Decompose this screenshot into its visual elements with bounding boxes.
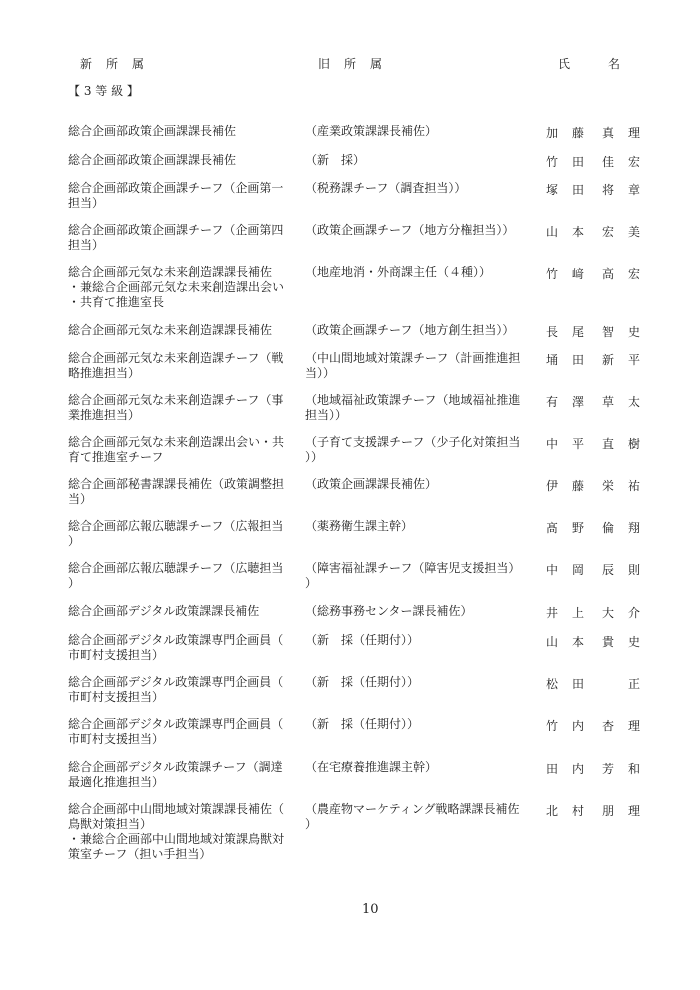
old-affiliation: （政策企画課チーフ（地方創生担当）） <box>305 323 515 337</box>
surname: 山本 <box>546 635 599 649</box>
old-affiliation: （新 採） <box>305 153 366 167</box>
given-name: 真理 <box>601 126 654 140</box>
new-affiliation: 総合企画部元気な未来創造課チーフ（戦 略推進担当） <box>68 351 284 380</box>
new-affiliation: 総合企画部デジタル政策課専門企画員（ 市町村支援担当） <box>68 675 284 704</box>
old-affiliation: （中山間地域対策課チーフ（計画推進担 当）） <box>305 351 521 380</box>
surname: 伊藤 <box>546 479 599 493</box>
surname: 髙野 <box>546 521 599 535</box>
old-affiliation: （新 採（任期付）） <box>305 717 420 731</box>
new-affiliation: 総合企画部秘書課課長補佐（政策調整担 当） <box>68 477 285 506</box>
new-affiliation: 総合企画部政策企画課課長補佐 <box>68 153 237 167</box>
old-affiliation: （税務課チーフ（調査担当）） <box>305 181 467 195</box>
old-affiliation: （子育て支援課チーフ（少子化対策担当 ）） <box>305 435 521 464</box>
given-name: 正 <box>627 677 654 691</box>
grade-label: 【 3 等 級 】 <box>68 84 139 98</box>
page-number: 10 <box>362 902 379 917</box>
surname: 塚田 <box>546 183 599 197</box>
old-affiliation: （産業政策課課長補佐） <box>305 124 438 138</box>
surname: 北村 <box>546 804 599 818</box>
given-name: 辰則 <box>601 563 654 577</box>
given-name: 智史 <box>601 325 654 339</box>
old-affiliation: （薬務衛生課主幹） <box>305 519 414 533</box>
new-affiliation: 総合企画部元気な未来創造課出会い・共 育て推進室チーフ <box>68 435 285 464</box>
old-affiliation: （地産地消・外商課主任（４種）） <box>305 265 492 279</box>
old-affiliation: （障害福祉課チーフ（障害児支援担当） ） <box>305 561 521 590</box>
old-affiliation: （在宅療養推進課主幹） <box>305 760 438 774</box>
new-affiliation: 総合企画部元気な未来創造課チーフ（事 業推進担当） <box>68 393 284 422</box>
given-name: 朋理 <box>601 804 654 818</box>
surname: 有澤 <box>546 395 599 409</box>
given-name: 芳和 <box>601 762 654 776</box>
new-affiliation: 総合企画部デジタル政策課課長補佐 <box>68 604 260 618</box>
surname: 田内 <box>546 762 599 776</box>
surname: 竹内 <box>546 719 599 733</box>
old-affiliation: （政策企画課課長補佐） <box>305 477 438 491</box>
new-affiliation: 総合企画部デジタル政策課専門企画員（ 市町村支援担当） <box>68 633 284 662</box>
given-name: 新平 <box>601 353 654 367</box>
surname: 中岡 <box>546 563 599 577</box>
surname: 松田 <box>546 677 599 691</box>
surname: 井上 <box>546 606 599 620</box>
old-affiliation: （総務事務センター課長補佐） <box>305 604 473 618</box>
surname: 埇田 <box>546 353 599 367</box>
new-affiliation: 総合企画部デジタル政策課チーフ（調達 最適化推進担当） <box>68 760 283 789</box>
header-new-affiliation: 新所属 <box>80 57 159 71</box>
given-name: 佳宏 <box>601 155 654 169</box>
header-name: 氏名 <box>558 57 659 71</box>
given-name: 杏理 <box>601 719 654 733</box>
new-affiliation: 総合企画部デジタル政策課専門企画員（ 市町村支援担当） <box>68 717 284 746</box>
surname: 加藤 <box>546 126 599 140</box>
given-name: 直樹 <box>601 437 654 451</box>
new-affiliation: 総合企画部政策企画課課長補佐 <box>68 124 237 138</box>
given-name: 宏美 <box>601 225 654 239</box>
new-affiliation: 総合企画部元気な未来創造課課長補佐 ・兼総合企画部元気な未来創造課出会い ・共育て推進室長 <box>68 265 285 309</box>
old-affiliation: （新 採（任期付）） <box>305 675 420 689</box>
old-affiliation: （地域福祉政策課チーフ（地域福祉推進 担当）） <box>305 393 521 422</box>
given-name: 倫翔 <box>601 521 654 535</box>
given-name: 将章 <box>601 183 654 197</box>
surname: 竹田 <box>546 155 599 169</box>
given-name: 草太 <box>601 395 654 409</box>
given-name: 栄祐 <box>601 479 654 493</box>
surname: 竹﨑 <box>546 267 599 281</box>
surname: 中平 <box>546 437 599 451</box>
new-affiliation: 総合企画部中山間地域対策課課長補佐（ 鳥獣対策担当） ・兼総合企画部中山間地域対策課鳥獣対 策室チーフ（担い手担当） <box>68 802 285 861</box>
new-affiliation: 総合企画部元気な未来創造課課長補佐 <box>68 323 273 337</box>
new-affiliation: 総合企画部政策企画課チーフ（企画第一 担当） <box>68 181 284 210</box>
new-affiliation: 総合企画部広報広聴課チーフ（広聴担当 ） <box>68 561 284 590</box>
old-affiliation: （農産物マーケティング戦略課課長補佐 ） <box>305 802 520 831</box>
given-name: 大介 <box>601 606 654 620</box>
given-name: 貴史 <box>601 635 654 649</box>
given-name: 高宏 <box>601 267 654 281</box>
header-old-affiliation: 旧所属 <box>318 57 397 71</box>
new-affiliation: 総合企画部政策企画課チーフ（企画第四 担当） <box>68 223 284 252</box>
surname: 山本 <box>546 225 599 239</box>
old-affiliation: （新 採（任期付）） <box>305 633 420 647</box>
old-affiliation: （政策企画課チーフ（地方分権担当）） <box>305 223 515 237</box>
new-affiliation: 総合企画部広報広聴課チーフ（広報担当 ） <box>68 519 284 548</box>
surname: 長尾 <box>546 325 599 339</box>
